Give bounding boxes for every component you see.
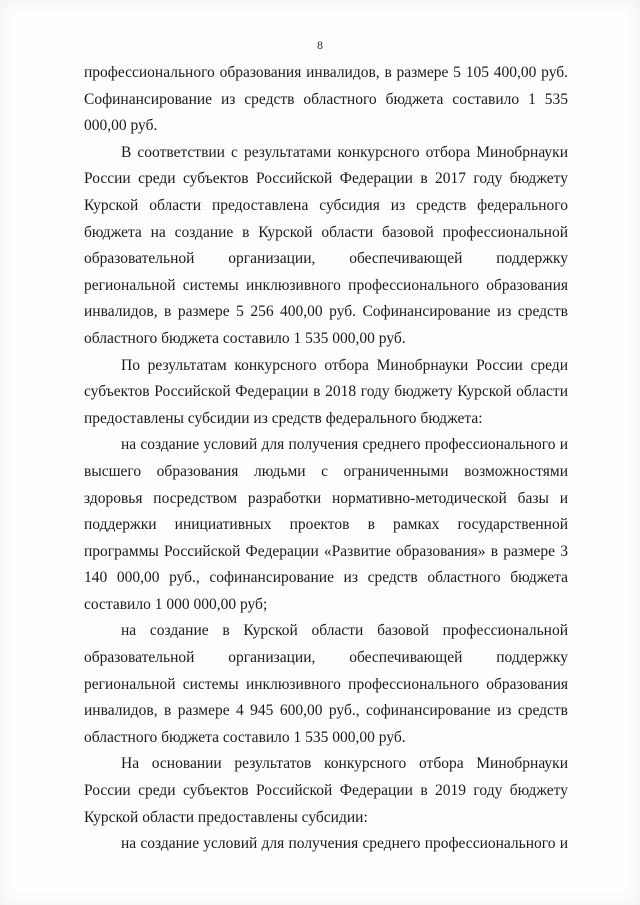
paragraph-2019-intro: На основании результатов конкурсного отбора Минобрнауки России среди субъектов Российской Федерации в 2019 году бюджету Курской области предоставлены субсидии: (84, 755, 568, 826)
paragraph-2018-intro: По результатам конкурсного отбора Минобрнауки России среди субъектов Российской Федерации в 2018 году бюджету Курской области предоставлены субсидии из средств федерального бюджета: (84, 356, 568, 427)
paragraph-2017-subsidy: В соответствии с результатами конкурсного отбора Минобрнауки России среди субъектов Российской Федерации в 2017 году бюджету Курской области предоставлена субсидия из средств федерального бюджета на создание в Курской области базовой профессиональной образовательной организации, обеспечивающей поддержку региональной системы инклюзивного профессионального образования инвалидов, в размере 5 256 400,00 руб. Софинансирование из средств областного бюджета составило 1 535 000,00 руб. (84, 143, 568, 347)
paragraph-2018-item-1: на создание условий для получения среднего профессионального и высшего образования людьми с ограниченными возможностями здоровья посредством разработки нормативно-методической базы и поддержки инициативных проектов в рамках государственной программы Российской Федерации «Развитие образования» в размере 3 140 000,00 руб., софинансирование из средств областного бюджета составило 1 000 000,00 руб; (84, 436, 568, 613)
paragraph-2019-item-1: на создание условий для получения среднего профессионального и (121, 835, 568, 853)
page-number: 8 (317, 38, 323, 52)
document-body (84, 60, 568, 858)
paragraph-2018-item-2: на создание в Курской области базовой профессиональной образовательной организации, обеспечивающей поддержку региональной системы инклюзивного профессионального образования инвалидов, в размере 4 945 600,00 руб., софинансирование из средств областного бюджета составило 1 535 000,00 руб. (84, 622, 568, 746)
paragraph-continuation: профессионального образования инвалидов, в размере 5 105 400,00 руб. Софинансирование из средств областного бюджета составило 1 535 000,00 руб. (84, 64, 568, 135)
